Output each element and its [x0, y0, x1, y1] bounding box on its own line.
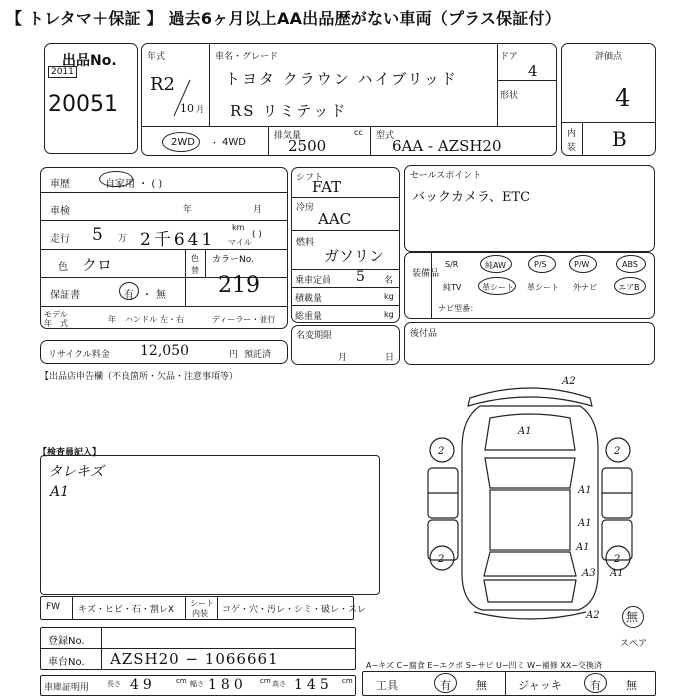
shift-label: シフト — [296, 173, 324, 183]
recycle-unit: 円 — [229, 350, 239, 360]
inspection-month-unit: 月 — [253, 205, 263, 215]
color-code-label: カラーNo. — [212, 255, 254, 265]
mileage-man-unit: 万 — [118, 234, 128, 244]
seller-note-label: 【出品店申告欄（不良箇所・欠品・注意事項等） — [40, 372, 239, 382]
cert-l-label: 長さ — [107, 680, 121, 688]
load-unit: kg — [384, 292, 394, 301]
equip-r2-0: 純TV — [443, 283, 462, 292]
year-label: 年式 — [147, 52, 166, 62]
equip-r2-3: 外ナビ — [573, 283, 597, 292]
equip-r1-1: 純AW — [485, 261, 506, 270]
warranty-no: 無 — [156, 290, 166, 301]
color-label: 色 — [58, 262, 68, 273]
history-label: 車歴 — [50, 179, 70, 190]
diagram-mark-a1-side1: A1 — [578, 485, 592, 496]
score-value: 4 — [615, 84, 631, 112]
lot-number-value: 20051 — [48, 92, 118, 117]
equip-r2-2: 革シート — [527, 283, 559, 292]
mileage-man: 5 — [92, 225, 103, 245]
displacement-label: 排気量 — [274, 131, 302, 141]
diagram-mark-a1-lower: A1 — [576, 542, 590, 553]
rename-label: 名変期限 — [296, 331, 333, 341]
equip-r1-4-circle — [616, 255, 646, 273]
history-options: 自家用 ・ ( ) — [105, 179, 163, 190]
spare-label: スペア — [620, 639, 648, 649]
capacity-value: 5 — [356, 269, 365, 285]
warranty-yes: 有 — [124, 290, 134, 301]
name-line1: トヨタ クラウン ハイブリッド — [225, 70, 458, 88]
load-label: 積載量 — [295, 294, 323, 304]
drive-4wd: 4WD — [222, 137, 246, 148]
diagram-mark-a2-top: A2 — [562, 376, 576, 387]
jack-yes: 有 — [590, 679, 601, 692]
jack-label: ジャッキ — [518, 679, 562, 692]
equip-r1-2-circle — [528, 255, 556, 273]
cert-w-label: 幅さ — [190, 680, 204, 688]
aftermarket-label: 後付品 — [410, 329, 438, 339]
diagram-mark-a1-side2: A1 — [578, 518, 592, 529]
seat-label-1: シート — [190, 599, 214, 608]
model-year-label-2: 年 式 — [44, 319, 68, 328]
handle-label: ハンドル — [125, 315, 157, 324]
inspector-line1: タレキズ — [48, 464, 104, 480]
weight-label: 総重量 — [295, 312, 323, 322]
jack-yes-circle — [584, 673, 607, 693]
handle-options: 左・右 — [160, 315, 184, 324]
name-label: 車名・グレード — [215, 52, 279, 62]
sales-point-value: バックカメラ、ETC — [412, 190, 531, 205]
mileage-unit-mile: マイル — [228, 238, 252, 247]
equipment-label-1: 装備品 — [412, 269, 440, 279]
doors-label: ドア — [500, 52, 518, 62]
aircon-label: 冷房 — [296, 203, 315, 213]
cert-h-unit: cm — [342, 677, 353, 685]
capacity-unit: 名 — [384, 276, 394, 286]
cert-w-unit: cm — [260, 677, 271, 685]
mileage-value: 2千641 — [140, 230, 216, 250]
equip-r1-0: S/R — [445, 260, 459, 269]
inspector-line2: A1 — [50, 484, 70, 500]
lot-year-tag: 2011 — [48, 66, 77, 78]
diagram-mark-2-fr: 2 — [614, 446, 621, 457]
equip-r1-1-circle — [480, 255, 512, 273]
car-diagram — [410, 378, 650, 628]
cert-l-value: 49 — [130, 677, 156, 693]
aftermarket-box — [404, 322, 655, 365]
cert-label: 車庫証明用 — [44, 683, 90, 693]
year-month: 10 — [180, 102, 194, 115]
diagram-mark-a3: A3 — [582, 568, 596, 579]
color-change-2: 替 — [191, 266, 199, 275]
drive-2wd: 2WD — [171, 137, 195, 148]
equip-r1-3-circle — [569, 255, 597, 273]
warranty-yes-circle — [119, 282, 139, 300]
fw-options: キズ・ヒビ・石・割レX — [78, 605, 174, 615]
diagram-mark-a1-hood: A1 — [518, 426, 532, 437]
tools-label: 工具 — [376, 679, 398, 692]
inspection-year-unit: 年 — [183, 205, 193, 215]
interior-value: B — [612, 127, 627, 151]
displacement-value: 2500 — [288, 137, 327, 155]
model-year-label-1: モデル — [44, 310, 68, 319]
model-code-value: 6AA - AZSH20 — [392, 137, 502, 155]
cert-h-label: 高さ — [272, 680, 286, 688]
equip-r2-4: エアB — [618, 283, 640, 292]
interior-label-2: 装 — [567, 143, 577, 153]
model-code-label: 型式 — [376, 131, 395, 141]
equip-r2-1: 革シート — [482, 283, 514, 292]
equip-r1-2: P/S — [534, 260, 547, 269]
recycle-note: 預託済 — [244, 350, 272, 360]
score-label: 評価点 — [595, 52, 623, 62]
mileage-label: 走行 — [50, 234, 70, 245]
recycle-value: 12,050 — [140, 343, 189, 359]
registration-label: 登録No. — [48, 636, 85, 647]
color-change-1: 色 — [191, 254, 199, 263]
cert-h-value: 145 — [294, 677, 333, 693]
damage-legend: A−キズ C−腐食 E−エクボ S−サビ U−凹ミ W−補修 XX−交換済 — [366, 661, 602, 670]
banner-title: 【 トレタマ＋保証 】 過去6ヶ月以上AA出品歴がない車両（プラス保証付） — [6, 9, 561, 28]
color-code-value: 219 — [218, 273, 260, 298]
shift-value: FAT — [312, 178, 342, 196]
cert-l-unit: cm — [176, 677, 187, 685]
chassis-value: AZSH20 − 1066661 — [110, 650, 279, 668]
weight-unit: kg — [384, 310, 394, 319]
rename-day: 日 — [385, 353, 395, 363]
equip-r1-4: ABS — [622, 260, 638, 269]
mileage-paren: ( ) — [252, 230, 262, 240]
diagram-mark-2-rl: 2 — [438, 554, 445, 565]
warranty-sep: ・ — [142, 290, 152, 301]
tools-no: 無 — [476, 679, 487, 692]
chassis-label: 車台No. — [48, 657, 85, 668]
jack-no: 無 — [626, 679, 637, 692]
color-value: クロ — [82, 256, 113, 274]
navi-model-label: ナビ型番： — [438, 304, 478, 313]
diagram-mark-a1-rear: A1 — [610, 568, 624, 579]
cert-w-value: 180 — [208, 677, 247, 693]
rename-month: 月 — [338, 353, 348, 363]
diagram-mark-a2-bottom: A2 — [586, 610, 600, 621]
fuel-value: ガソリン — [324, 247, 385, 265]
spare-mark: 無 — [626, 610, 639, 624]
history-private-circle — [99, 171, 133, 187]
equip-r1-3: P/W — [574, 260, 590, 269]
sales-point-label: セールスポイント — [410, 171, 482, 181]
drive-2wd-circle — [162, 132, 200, 152]
model-year-unit: 年 — [108, 315, 116, 324]
lot-number-title: 出品No. — [62, 53, 117, 69]
fuel-label: 燃料 — [296, 238, 315, 248]
recycle-label: リサイクル料金 — [48, 350, 110, 360]
year-month-unit: 月 — [196, 105, 204, 114]
seat-label-2: 内装 — [192, 609, 208, 618]
tools-yes: 有 — [440, 679, 451, 692]
inspector-label: 【検査員記入】 — [38, 448, 102, 458]
equip-r2-4-circle — [614, 277, 646, 295]
shape-label: 形状 — [500, 91, 519, 101]
capacity-label: 乗車定員 — [295, 276, 332, 286]
warranty-label: 保証書 — [50, 290, 80, 301]
displacement-unit: cc — [354, 128, 363, 137]
interior-label-1: 内 — [567, 129, 577, 139]
name-line2: RS リミテッド — [230, 102, 348, 120]
diagram-mark-2-fl: 2 — [438, 446, 445, 457]
mileage-unit-km: km — [232, 223, 245, 232]
equip-r2-1-circle — [478, 277, 516, 295]
year-value: R2 — [150, 74, 176, 95]
seat-options: コゲ・穴・汚レ・シミ・破レ・スレ — [222, 605, 367, 615]
aircon-value: AAC — [318, 210, 352, 228]
tools-yes-circle — [434, 673, 457, 693]
fw-label: FW — [46, 602, 61, 612]
diagram-mark-2-rr: 2 — [614, 554, 621, 565]
tools-box — [362, 671, 656, 696]
dealer-label: ディーラー・並行 — [212, 315, 276, 324]
inspection-label: 車検 — [50, 206, 70, 217]
doors-value: 4 — [528, 62, 538, 80]
